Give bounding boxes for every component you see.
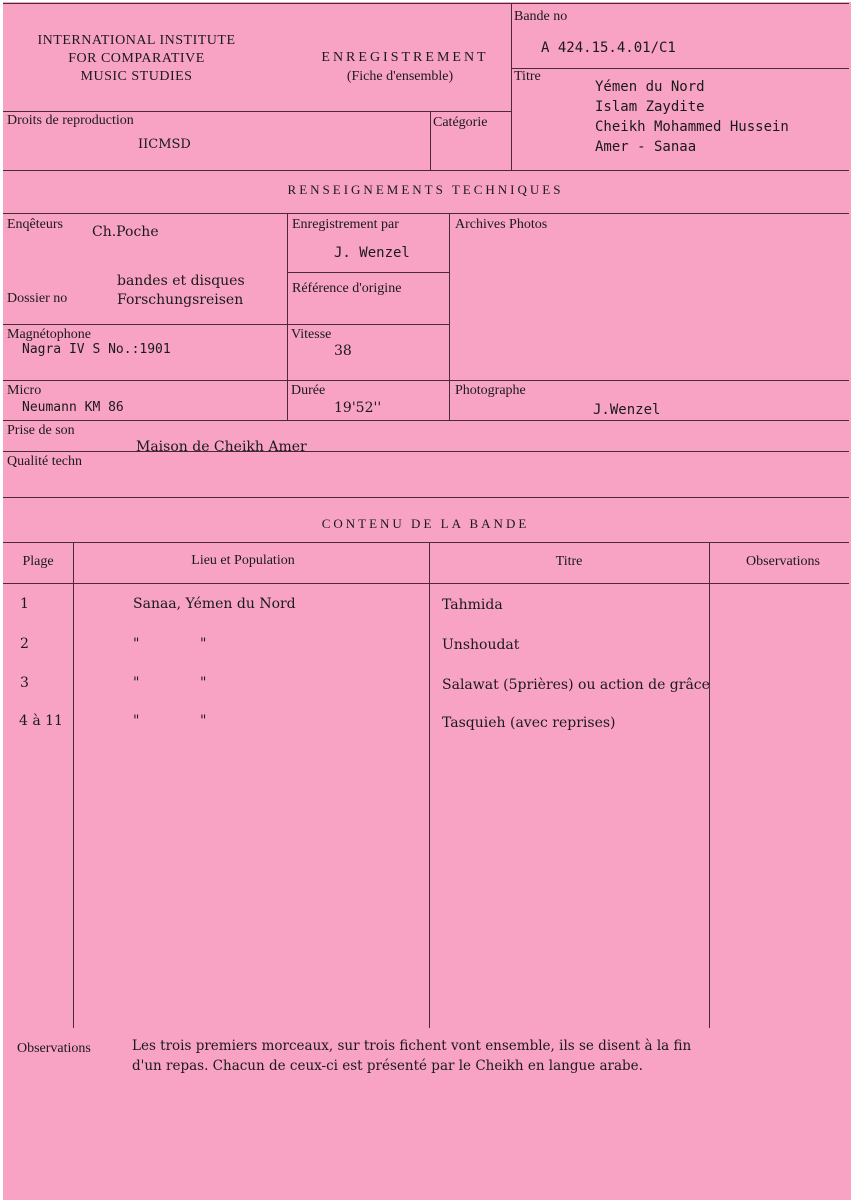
- photographe-label: Photographe: [455, 383, 526, 398]
- institute-line-1: INTERNATIONAL INSTITUTE: [37, 33, 236, 48]
- droits-value: IICMSD: [138, 137, 191, 152]
- rule: [3, 111, 511, 112]
- rule: [287, 213, 288, 420]
- contents-heading: CONTENU DE LA BANDE: [321, 516, 530, 531]
- titre-line-2: Islam Zaydite: [595, 99, 705, 115]
- bande-no-value: A 424.15.4.01/C1: [541, 40, 676, 56]
- row-3-ditto-2: ": [200, 675, 207, 691]
- row-3-titre: Salawat (5prières) ou action de grâce: [442, 677, 710, 693]
- titre-label: Titre: [514, 69, 541, 84]
- observations-line-1: Les trois premiers morceaux, sur trois fichent vont ensemble, ils se disent à la fin: [132, 1038, 692, 1054]
- row-2-ditto-1: ": [133, 636, 140, 652]
- enqueteurs-value: Ch.Poche: [92, 224, 159, 240]
- rule: [3, 3, 849, 4]
- rule: [3, 170, 849, 171]
- rule: [449, 213, 450, 420]
- vitesse-label: Vitesse: [291, 327, 332, 342]
- rule: [511, 68, 849, 69]
- rule: [73, 542, 74, 1028]
- duree-value: 19'52'': [334, 400, 382, 416]
- row-4-titre: Tasquieh (avec reprises): [442, 715, 616, 731]
- enqueteurs-label: Enqêteurs: [7, 217, 63, 232]
- form-title: ENREGISTREMENT: [321, 50, 489, 65]
- rule: [3, 324, 449, 325]
- rule: [511, 3, 512, 170]
- rule: [709, 542, 710, 1028]
- rule: [3, 420, 849, 421]
- institute-line-3: MUSIC STUDIES: [80, 69, 193, 84]
- col-header-plage: Plage: [22, 554, 54, 569]
- row-1-titre: Tahmida: [442, 597, 503, 613]
- reference-label: Référence d'origine: [292, 281, 402, 296]
- rule: [3, 542, 849, 543]
- rule: [3, 497, 849, 498]
- rule: [287, 272, 449, 273]
- dossier-label: Dossier no: [7, 291, 68, 306]
- form-subtitle: (Fiche d'ensemble): [346, 69, 454, 84]
- titre-line-1: Yémen du Nord: [595, 79, 705, 95]
- titre-line-4: Amer - Sanaa: [595, 139, 697, 155]
- rule: [429, 542, 430, 1028]
- prise-label: Prise de son: [7, 423, 75, 438]
- micro-value: Neumann KM 86: [22, 400, 124, 415]
- tech-heading: RENSEIGNEMENTS TECHNIQUES: [287, 182, 564, 197]
- row-2-plage: 2: [20, 636, 29, 652]
- categorie-label: Catégorie: [433, 115, 488, 130]
- rule: [3, 380, 849, 381]
- row-1-plage: 1: [20, 596, 29, 612]
- bande-no-label: Bande no: [514, 9, 568, 24]
- col-header-lieu: Lieu et Population: [191, 553, 295, 568]
- prise-value: Maison de Cheikh Amer: [136, 439, 307, 455]
- micro-label: Micro: [7, 383, 42, 398]
- duree-label: Durée: [291, 383, 326, 398]
- observations-line-2: d'un repas. Chacun de ceux-ci est présenté par le Cheikh en langue arabe.: [132, 1058, 643, 1074]
- magnetophone-value: Nagra IV S No.:1901: [22, 342, 171, 357]
- row-3-ditto-1: ": [133, 675, 140, 691]
- magnetophone-label: Magnétophone: [7, 327, 91, 342]
- row-4-ditto-2: ": [200, 713, 207, 729]
- row-1-lieu: Sanaa, Yémen du Nord: [133, 596, 296, 612]
- rule: [430, 111, 431, 170]
- col-header-observations: Observations: [746, 554, 820, 569]
- photographe-value: J.Wenzel: [593, 402, 661, 418]
- droits-label: Droits de reproduction: [7, 113, 134, 128]
- enregistrement-par-label: Enregistrement par: [292, 217, 399, 232]
- rule: [3, 583, 849, 584]
- row-3-plage: 3: [20, 675, 29, 691]
- dossier-value-2: Forschungsreisen: [117, 292, 244, 308]
- qualite-label: Qualité techn: [7, 454, 83, 469]
- row-4-plage: 4 à 11: [19, 713, 63, 729]
- titre-line-3: Cheikh Mohammed Hussein: [595, 119, 789, 135]
- observations-label: Observations: [17, 1041, 91, 1056]
- row-2-titre: Unshoudat: [442, 637, 520, 653]
- institute-line-2: FOR COMPARATIVE: [68, 51, 205, 66]
- dossier-value-1: bandes et disques: [117, 273, 245, 289]
- vitesse-value: 38: [334, 343, 352, 359]
- col-header-titre: Titre: [555, 554, 583, 569]
- enregistrement-par-value: J. Wenzel: [334, 245, 410, 261]
- row-2-ditto-2: ": [200, 636, 207, 652]
- rule: [3, 451, 849, 452]
- row-4-ditto-1: ": [133, 713, 140, 729]
- rule: [3, 213, 849, 214]
- archives-label: Archives Photos: [455, 217, 548, 232]
